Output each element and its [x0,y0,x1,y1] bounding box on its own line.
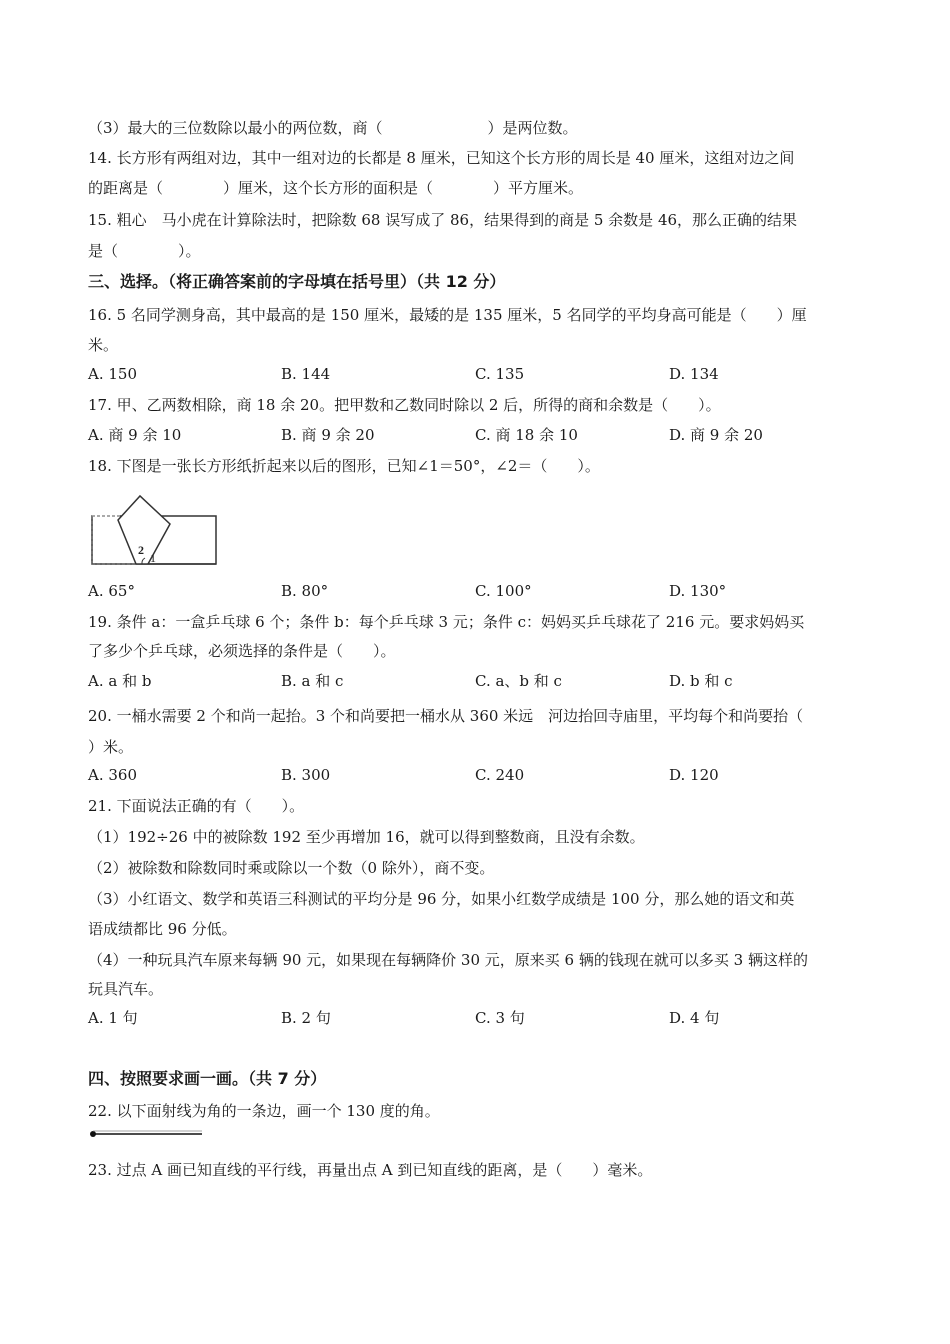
q21-option-b: B. 2 句 [281,1009,331,1027]
q18-options [88,581,868,601]
q18-option-c: C. 100° [475,582,532,600]
q17-options [88,425,868,445]
q20-option-c: C. 240 [475,766,525,784]
q21-statement-3-line1: （3）小红语文、数学和英语三科测试的平均分是 96 分，如果小红数学成绩是 100 分，那么她的语文和英 [88,890,795,908]
q14-line2: 的距离是（ ）厘米，这个长方形的面积是（ ）平方厘米。 [88,179,584,197]
q21-statement-1: （1）192÷26 中的被除数 192 至少再增加 16，就可以得到整数商，且没有余数。 [88,828,645,846]
section3-heading: 三、选择。（将正确答案前的字母填在括号里）（共 12 分） [88,272,506,291]
q16-line2: 米。 [88,336,119,354]
q15-line2: 是（ ）。 [88,242,201,260]
q17-text: 17. 甲、乙两数相除，商 18 余 20。把甲数和乙数同时除以 2 后，所得的商和余数是（ ）。 [88,396,721,414]
q21-statement-2: （2）被除数和除数同时乘或除以一个数（0 除外），商不变。 [88,859,495,877]
q19-line1: 19. 条件 a：一盒乒乓球 6 个；条件 b：每个乒乓球 3 元；条件 c：妈妈买乒乓球花了 216 元。要求妈妈买 [88,613,805,631]
q21-options [88,1008,868,1028]
q21-option-a: A. 1 句 [88,1009,138,1027]
q18-option-b: B. 80° [281,582,329,600]
q13-part3: （3）最大的三位数除以最小的两位数，商（ ）是两位数。 [88,119,578,137]
q21-text: 21. 下面说法正确的有（ ）。 [88,797,305,815]
q19-option-b: B. a 和 c [281,672,344,690]
q21-statement-3-line2: 语成绩都比 96 分低。 [88,920,237,938]
q20-line2: ）米。 [88,738,134,756]
q17-option-a: A. 商 9 余 10 [88,426,182,444]
q17-option-b: B. 商 9 余 20 [281,426,375,444]
q18-folded-paper-figure [88,494,220,568]
q21-option-c: C. 3 句 [475,1009,525,1027]
q20-option-b: B. 300 [281,766,331,784]
q21-option-d: D. 4 句 [669,1009,720,1027]
q19-option-a: A. a 和 b [88,672,152,690]
q15-line1: 15. 粗心 马小虎在计算除法时，把除数 68 误写成了 86，结果得到的商是 5 余数是 46，那么正确的结果 [88,211,798,229]
q16-option-b: B. 144 [281,365,331,383]
q18-option-a: A. 65° [88,582,135,600]
q16-option-d: D. 134 [669,365,719,383]
q16-line1: 16. 5 名同学测身高，其中最高的是 150 厘米，最矮的是 135 厘米，5 名同学的平均身高可能是（ ）厘 [88,306,807,324]
section4-heading: 四、按照要求画一画。（共 7 分） [88,1069,327,1088]
q18-option-d: D. 130° [669,582,727,600]
q22-text: 22. 以下面射线为角的一条边，画一个 130 度的角。 [88,1102,440,1120]
q20-option-d: D. 120 [669,766,719,784]
angle-1-label: 1 [150,551,156,565]
q16-options [88,364,868,384]
q19-options [88,671,868,691]
q21-statement-4-line1: （4）一种玩具汽车原来每辆 90 元，如果现在每辆降价 30 元，原来买 6 辆的钱现在就可以多买 3 辆这样的 [88,951,808,969]
q16-option-a: A. 150 [88,365,137,383]
q19-option-d: D. b 和 c [669,672,733,690]
q19-line2: 了多少个乒乓球，必须选择的条件是（ ）。 [88,642,396,660]
q20-option-a: A. 360 [88,766,137,784]
q19-option-c: C. a、b 和 c [475,672,562,690]
q14-line1: 14. 长方形有两组对边，其中一组对边的长都是 8 厘米，已知这个长方形的周长是 40 厘米，这组对边之间 [88,149,795,167]
folded-flap [118,496,170,564]
q18-text: 18. 下图是一张长方形纸折起来以后的图形，已知∠1＝50°，∠2＝（ ）。 [88,457,600,475]
q21-statement-4-line2: 玩具汽车。 [88,980,164,998]
q16-option-c: C. 135 [475,365,525,383]
q20-line1: 20. 一桶水需要 2 个和尚一起抬。3 个和尚要把一桶水从 360 米远 河边抬回寺庙里，平均每个和尚要抬（ [88,707,804,725]
q20-options [88,765,868,785]
q22-ray-figure [88,1128,206,1140]
q17-option-d: D. 商 9 余 20 [669,426,763,444]
q23-text: 23. 过点 A 画已知直线的平行线，再量出点 A 到已知直线的距离，是（ ）毫米。 [88,1161,653,1179]
q17-option-c: C. 商 18 余 10 [475,426,578,444]
angle-2-label: 2 [138,543,144,557]
